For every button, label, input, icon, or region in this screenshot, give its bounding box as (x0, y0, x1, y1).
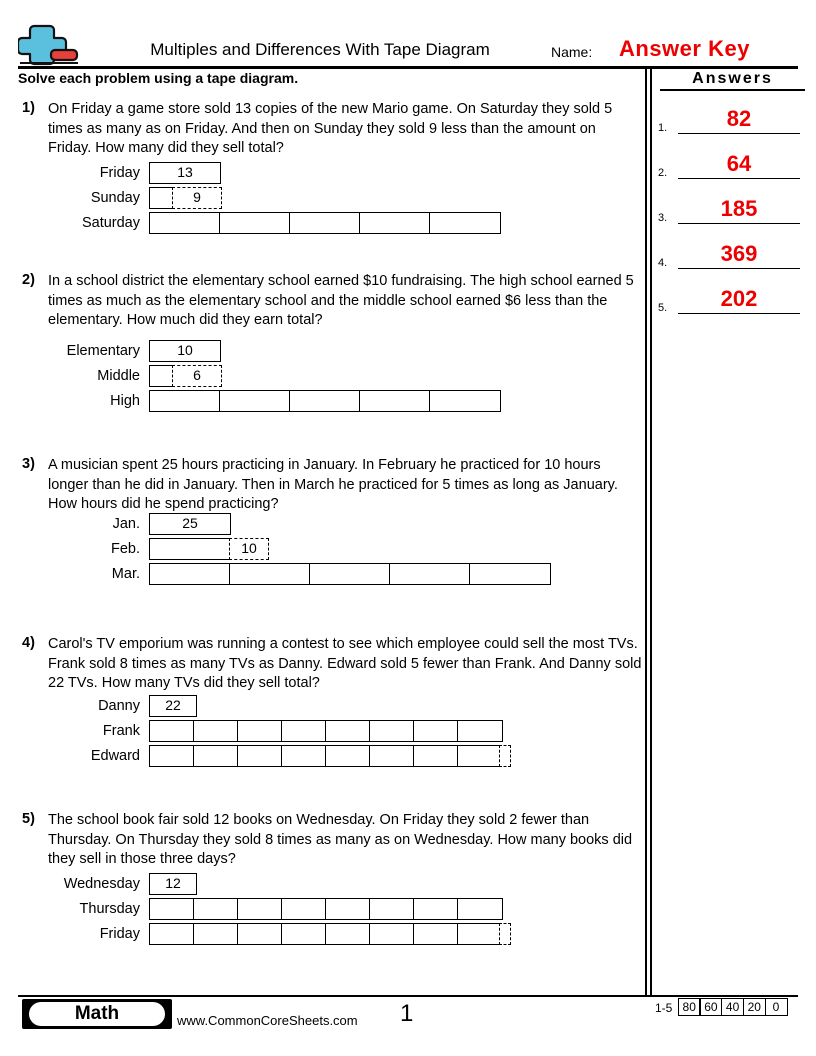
page-header (0, 0, 816, 68)
tape-cell-labeled[interactable]: 10 (149, 340, 221, 362)
score-box: 40 (721, 998, 744, 1016)
score-box: 80 (678, 998, 701, 1016)
problem-text: On Friday a game store sold 13 copies of the new Mario game. On Saturday they sold 5 times as many as on Friday. And then on Sunday they sold 9 less than the amount on Friday. How many did they sell total? (48, 101, 613, 156)
tape-row-label: Frank (102, 723, 140, 739)
instruction-text: Solve each problem using a tape diagram. (18, 70, 299, 86)
answer-index: 4. (658, 257, 668, 269)
tape-row (18, 538, 538, 560)
tape-cell[interactable] (219, 212, 291, 234)
tape-cell[interactable] (359, 390, 431, 412)
tape-cell[interactable] (325, 745, 371, 767)
tape-cell-labeled[interactable]: 10 (229, 538, 269, 560)
tape-cell[interactable] (359, 212, 431, 234)
tape-cell[interactable] (281, 898, 327, 920)
tape-row (18, 340, 538, 362)
problem-number: 1) (22, 100, 35, 116)
tape-cell[interactable] (457, 898, 503, 920)
answer-row-4 (658, 239, 800, 269)
tape-cell[interactable] (237, 898, 283, 920)
tape-row-label: Friday (99, 926, 140, 942)
tape-cell-labeled[interactable]: 6 (172, 365, 222, 387)
tape-cell-labeled[interactable]: 13 (149, 162, 221, 184)
page-number: 1 (400, 1000, 414, 1027)
problem-number: 3) (22, 456, 35, 472)
tape-row-label: Sunday (90, 190, 140, 206)
tape-cell-labeled[interactable]: 12 (149, 873, 197, 895)
tape-row-label: Elementary (66, 343, 140, 359)
tape-row (18, 873, 538, 895)
tape-cell[interactable] (457, 745, 503, 767)
name-value[interactable]: Answer Key (619, 36, 750, 61)
problem-text: In a school district the elementary school earned $10 fundraising. The high school earned 5 times as much as the elementary school and the middle school earned $6 less than the elementary. How much did they earn total? (48, 273, 634, 328)
tape-row (18, 695, 538, 717)
plus-minus-logo-icon (18, 20, 80, 66)
tape-cell[interactable] (149, 538, 231, 560)
tape-row (18, 563, 538, 585)
tape-row-label: Danny (98, 698, 140, 714)
tape-row (18, 898, 538, 920)
tape-cell[interactable] (309, 563, 391, 585)
page-title: Multiples and Differences With Tape Diagram (150, 40, 490, 59)
tape-cell[interactable] (193, 720, 239, 742)
tape-cell[interactable] (281, 720, 327, 742)
tape-cell[interactable] (457, 720, 503, 742)
tape-cell[interactable] (149, 390, 221, 412)
score-range-label: 1-5 (655, 1001, 673, 1015)
tape-row-label: Mar. (111, 566, 140, 582)
tape-cell[interactable] (369, 745, 415, 767)
tape-cell-labeled[interactable]: 9 (172, 187, 222, 209)
answer-row-5 (658, 284, 800, 314)
tape-cell[interactable] (429, 390, 501, 412)
tape-cell[interactable] (469, 563, 551, 585)
answer-line (678, 268, 800, 269)
subject-badge-label: Math (29, 1002, 165, 1026)
tape-cell[interactable] (389, 563, 471, 585)
problem-number: 5) (22, 811, 35, 827)
tape-cell[interactable] (229, 563, 311, 585)
tape-row-label: Edward (90, 748, 140, 764)
tape-cell[interactable] (237, 720, 283, 742)
answer-line (678, 313, 800, 314)
tape-row-label: Wednesday (63, 876, 140, 892)
score-scale (679, 998, 788, 1016)
tape-row-label: Jan. (112, 516, 140, 532)
answer-index: 3. (658, 212, 668, 224)
problem-text: Carol's TV emporium was running a contest to see which employee could sell the most TVs. Frank sold 8 times as many TVs as Danny. Edward sold 5 fewer than Frank. And Danny sold 22 TVs. How many TVs did they sell total? (48, 636, 642, 691)
tape-cell[interactable] (325, 898, 371, 920)
tape-cell[interactable] (369, 898, 415, 920)
tape-cell[interactable] (193, 745, 239, 767)
tape-row-label: Friday (99, 165, 140, 181)
score-box: 60 (699, 998, 722, 1016)
tape-row (18, 187, 538, 209)
tape-cell[interactable] (193, 898, 239, 920)
tape-row (18, 745, 538, 767)
tape-cell[interactable] (499, 923, 511, 945)
tape-cell[interactable] (413, 745, 459, 767)
tape-row-label: Saturday (81, 215, 140, 231)
answer-index: 1. (658, 122, 668, 134)
tape-cell[interactable] (237, 923, 283, 945)
tape-cell-labeled[interactable]: 22 (149, 695, 197, 717)
answer-value[interactable]: 202 (720, 286, 758, 311)
problem-number: 2) (22, 272, 35, 288)
answer-value[interactable]: 185 (720, 196, 758, 221)
tape-row (18, 365, 538, 387)
footer-divider (18, 995, 798, 997)
tape-cell[interactable] (149, 923, 195, 945)
tape-cell[interactable] (149, 365, 174, 387)
tape-cell[interactable] (149, 898, 195, 920)
tape-cell[interactable] (219, 390, 291, 412)
site-url[interactable]: www.CommonCoreSheets.com (177, 1013, 358, 1028)
subject-badge (22, 999, 172, 1029)
header-divider (18, 66, 798, 69)
problem-text: A musician spent 25 hours practicing in January. In February he practiced for 10 hours longer than he did in January. Then in March he practiced for 5 times as long as January. How hours did he spend practicing? (48, 457, 618, 512)
tape-row-label: Middle (97, 368, 140, 384)
tape-cell[interactable] (237, 745, 283, 767)
name-label: Name: (551, 44, 593, 60)
answers-column-divider-right (650, 66, 652, 996)
answer-index: 5. (658, 302, 668, 314)
score-box: 0 (765, 998, 788, 1016)
tape-cell[interactable] (457, 923, 503, 945)
tape-cell[interactable] (149, 563, 231, 585)
tape-row (18, 162, 538, 184)
tape-cell[interactable] (413, 720, 459, 742)
answer-line (678, 223, 800, 224)
tape-cell[interactable] (149, 720, 195, 742)
answer-row-3 (658, 194, 800, 224)
tape-row (18, 720, 538, 742)
tape-cell-labeled[interactable]: 25 (149, 513, 231, 535)
tape-cell[interactable] (413, 923, 459, 945)
tape-cell[interactable] (149, 212, 221, 234)
answer-row-2 (658, 149, 800, 179)
problem-number: 4) (22, 635, 35, 651)
answer-line (678, 133, 800, 134)
tape-cell[interactable] (281, 745, 327, 767)
tape-cell[interactable] (193, 923, 239, 945)
tape-cell[interactable] (429, 212, 501, 234)
tape-cell[interactable] (149, 745, 195, 767)
tape-row (18, 390, 538, 412)
answer-index: 2. (658, 167, 668, 179)
tape-cell[interactable] (499, 745, 511, 767)
answers-title: Answers (660, 70, 805, 91)
answer-line (678, 178, 800, 179)
tape-cell[interactable] (325, 720, 371, 742)
answer-value[interactable]: 64 (726, 151, 752, 176)
answer-row-1 (658, 104, 800, 134)
tape-row (18, 513, 538, 535)
problem-text: The school book fair sold 12 books on Wednesday. On Friday they sold 2 fewer than Thursday. On Thursday they sold 8 times as many as on Wednesday. How many books did they sell in those three days? (48, 812, 633, 867)
tape-row-label: High (110, 393, 140, 409)
tape-cell[interactable] (369, 923, 415, 945)
answer-value[interactable]: 369 (720, 241, 758, 266)
tape-cell[interactable] (289, 390, 361, 412)
tape-cell[interactable] (149, 187, 174, 209)
tape-row (18, 212, 538, 234)
tape-cell[interactable] (281, 923, 327, 945)
tape-cell[interactable] (325, 923, 371, 945)
answer-value[interactable]: 82 (726, 106, 752, 131)
tape-row (18, 923, 538, 945)
score-box: 20 (743, 998, 766, 1016)
tape-cell[interactable] (289, 212, 361, 234)
tape-row-label: Feb. (110, 541, 140, 557)
tape-cell[interactable] (369, 720, 415, 742)
tape-row-label: Thursday (79, 901, 140, 917)
tape-cell[interactable] (413, 898, 459, 920)
answers-column-divider-left (645, 66, 647, 996)
